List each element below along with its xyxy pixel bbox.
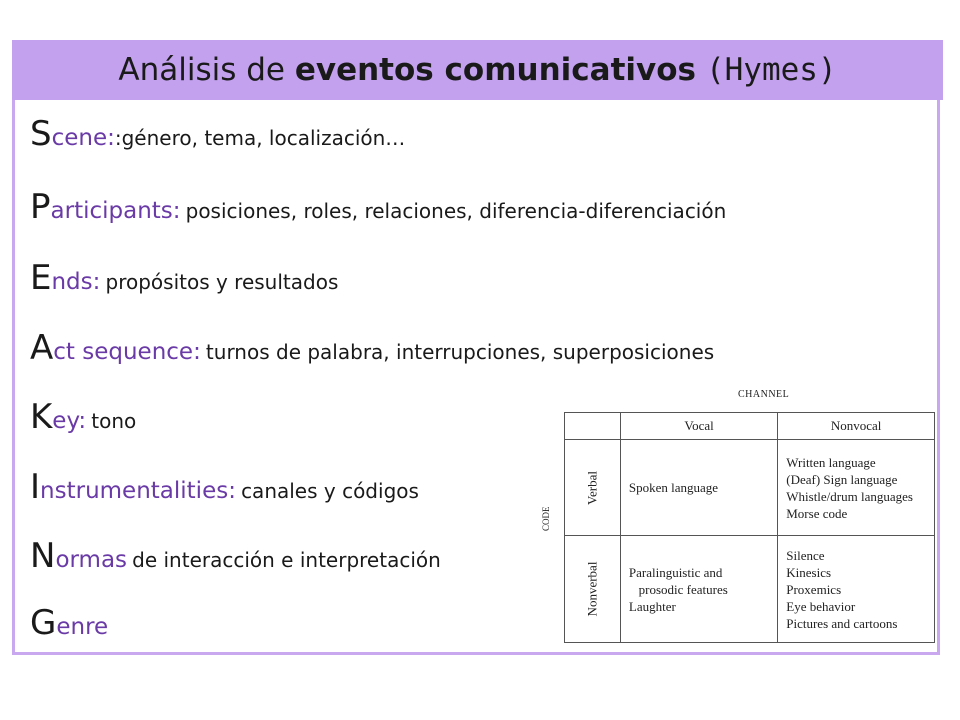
item-letter: E	[30, 258, 52, 298]
title-suffix: (Hymes)	[705, 52, 837, 88]
cell-line: Proxemics	[786, 581, 842, 597]
cell-line: Written language	[786, 454, 876, 470]
title-bold: eventos comunicativos	[294, 52, 696, 88]
code-label: CODE	[541, 506, 551, 531]
title-prefix: Análisis de	[118, 52, 285, 88]
col-header-vocal: Vocal	[620, 413, 777, 440]
item-key: nstrumentalities:	[40, 478, 236, 504]
item-key: ormas	[55, 547, 128, 573]
item-desc: :género, tema, localización…	[114, 126, 406, 150]
item-participants	[30, 187, 726, 227]
title-bar	[12, 40, 943, 100]
item-letter: S	[30, 114, 52, 154]
item-act-sequence	[30, 328, 714, 368]
cell-line: Whistle/drum languages	[786, 488, 913, 504]
item-key	[30, 397, 136, 437]
channel-label: CHANNEL	[738, 389, 790, 400]
row-label-verbal: Verbal	[584, 470, 600, 505]
cell-line: Laughter	[628, 598, 676, 614]
cell-line: (Deaf) Sign language	[786, 471, 898, 487]
cell-line: Kinesics	[786, 564, 832, 580]
cell-verbal-vocal	[620, 440, 777, 536]
row-header-verbal	[565, 440, 621, 536]
item-key: articipants:	[50, 198, 181, 224]
cell-line: Pictures and cartoons	[786, 615, 898, 631]
item-key: nds:	[51, 269, 101, 295]
item-letter: N	[30, 536, 56, 576]
item-desc: de interacción e interpretación	[132, 548, 441, 572]
item-key: ey:	[52, 408, 87, 434]
item-letter: P	[30, 187, 51, 227]
item-normas	[30, 536, 441, 576]
col-header-nonvocal: Nonvocal	[778, 413, 935, 440]
cell-nonverbal-vocal	[620, 536, 777, 643]
item-key: enre	[56, 614, 109, 640]
cell-line: Eye behavior	[786, 598, 856, 614]
cell-line: Morse code	[786, 505, 848, 521]
row-header-nonverbal	[565, 536, 621, 643]
row-label-nonverbal: Nonverbal	[584, 561, 600, 617]
item-desc: canales y códigos	[241, 479, 419, 503]
item-genre	[30, 603, 108, 643]
item-letter: K	[30, 397, 53, 437]
item-letter: G	[30, 603, 57, 643]
item-scene	[30, 114, 405, 154]
item-ends	[30, 258, 338, 298]
item-instrumentalities	[30, 467, 419, 507]
item-key: cene:	[51, 125, 115, 151]
item-desc: turnos de palabra, interrupciones, superposiciones	[205, 340, 715, 364]
item-desc: posiciones, roles, relaciones, diferencia-diferenciación	[185, 199, 727, 223]
cell-line: prosodic features	[628, 581, 728, 597]
item-key: ct sequence:	[53, 339, 201, 365]
item-letter: A	[30, 328, 54, 368]
item-desc: tono	[91, 409, 137, 433]
channel-code-table	[564, 412, 935, 643]
cell-line: Spoken language	[628, 480, 719, 495]
cell-verbal-nonvocal	[778, 440, 935, 536]
item-desc: propósitos y resultados	[105, 270, 339, 294]
channel-code-figure	[543, 383, 935, 648]
corner-cell	[565, 413, 621, 440]
cell-nonverbal-nonvocal	[778, 536, 935, 643]
cell-line: Silence	[786, 547, 825, 563]
item-letter: I	[30, 467, 41, 507]
cell-line: Paralinguistic and	[628, 564, 723, 580]
